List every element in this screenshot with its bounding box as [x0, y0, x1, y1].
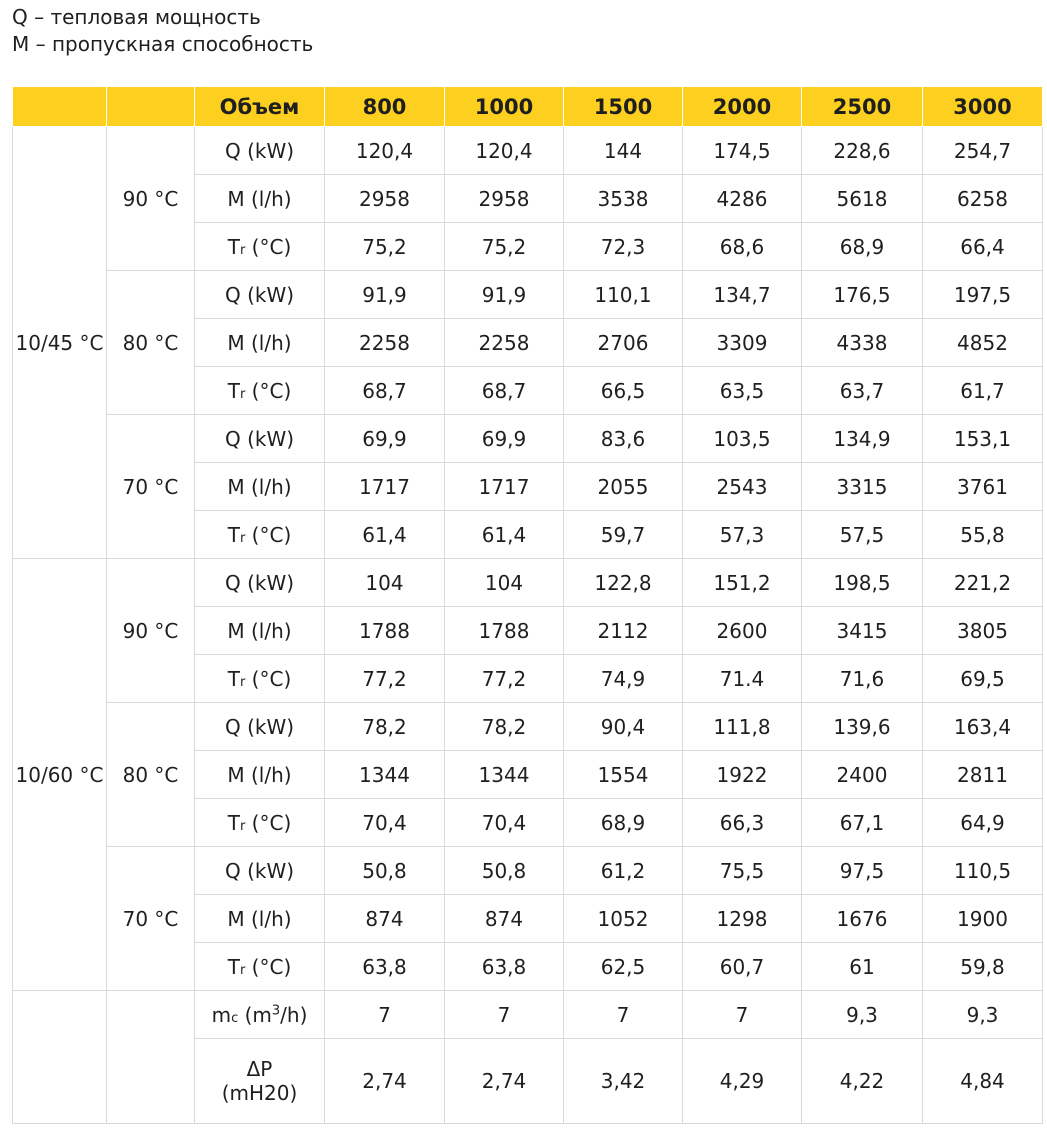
value-cell: 50,8 — [325, 847, 445, 895]
value-cell: 63,5 — [683, 367, 802, 415]
table-row — [13, 991, 1043, 1039]
param-symbol: ΔP — [246, 1057, 273, 1081]
value-cell: 61,4 — [445, 511, 564, 559]
param-unit: (°C) — [245, 666, 292, 691]
value-cell: 55,8 — [923, 511, 1043, 559]
value-cell: 61,2 — [564, 847, 683, 895]
header-empty-2 — [107, 87, 195, 127]
param-label: M (l/h) — [195, 463, 325, 511]
header-volume-label: Объем — [195, 87, 325, 127]
param-label — [195, 991, 325, 1039]
legend-q: Q – тепловая мощность — [12, 5, 261, 29]
value-cell: 77,2 — [445, 655, 564, 703]
value-cell: 66,3 — [683, 799, 802, 847]
value-cell: 71.4 — [683, 655, 802, 703]
value-cell: 2706 — [564, 319, 683, 367]
param-label — [195, 1039, 325, 1124]
value-cell: 70,4 — [445, 799, 564, 847]
value-cell: 144 — [564, 127, 683, 175]
value-cell: 57,3 — [683, 511, 802, 559]
value-cell: 4338 — [802, 319, 923, 367]
value-cell: 104 — [325, 559, 445, 607]
param-unit: (mH20) — [221, 1081, 298, 1105]
value-cell: 7 — [445, 991, 564, 1039]
value-cell: 57,5 — [802, 511, 923, 559]
value-cell: 134,7 — [683, 271, 802, 319]
table-row — [13, 271, 1043, 319]
value-cell: 68,6 — [683, 223, 802, 271]
value-cell: 9,3 — [923, 991, 1043, 1039]
header-row — [13, 87, 1043, 127]
param-label — [195, 655, 325, 703]
param-unit: (°C) — [245, 234, 292, 259]
value-cell: 1676 — [802, 895, 923, 943]
value-cell: 50,8 — [445, 847, 564, 895]
value-cell: 153,1 — [923, 415, 1043, 463]
value-cell: 103,5 — [683, 415, 802, 463]
temperature-label: 70 °C — [107, 415, 195, 559]
table-body — [13, 127, 1043, 1124]
value-cell: 77,2 — [325, 655, 445, 703]
value-cell: 120,4 — [325, 127, 445, 175]
value-cell: 97,5 — [802, 847, 923, 895]
param-unit-end: /h) — [280, 1002, 308, 1027]
value-cell: 63,7 — [802, 367, 923, 415]
value-cell: 1344 — [325, 751, 445, 799]
temperature-label: 80 °C — [107, 703, 195, 847]
legend — [12, 4, 313, 58]
param-label: Q (kW) — [195, 415, 325, 463]
empty-cell — [13, 991, 107, 1124]
value-cell: 151,2 — [683, 559, 802, 607]
group-label: 10/60 °C — [13, 559, 107, 991]
value-cell: 7 — [683, 991, 802, 1039]
param-label: M (l/h) — [195, 895, 325, 943]
value-cell: 104 — [445, 559, 564, 607]
value-cell: 874 — [325, 895, 445, 943]
value-cell: 70,4 — [325, 799, 445, 847]
value-cell: 4,84 — [923, 1039, 1043, 1124]
param-symbol: T — [227, 522, 240, 547]
value-cell: 67,1 — [802, 799, 923, 847]
param-label — [195, 511, 325, 559]
param-subscript: r — [239, 242, 246, 258]
value-cell: 2543 — [683, 463, 802, 511]
param-subscript: r — [239, 818, 246, 834]
param-label — [195, 367, 325, 415]
value-cell: 110,5 — [923, 847, 1043, 895]
value-cell: 874 — [445, 895, 564, 943]
value-cell: 75,2 — [445, 223, 564, 271]
value-cell: 6258 — [923, 175, 1043, 223]
table-row — [13, 127, 1043, 175]
value-cell: 111,8 — [683, 703, 802, 751]
value-cell: 221,2 — [923, 559, 1043, 607]
param-symbol: T — [227, 666, 240, 691]
value-cell: 61,4 — [325, 511, 445, 559]
value-cell: 3538 — [564, 175, 683, 223]
value-cell: 74,9 — [564, 655, 683, 703]
value-cell: 1900 — [923, 895, 1043, 943]
value-cell: 3309 — [683, 319, 802, 367]
value-cell: 75,5 — [683, 847, 802, 895]
value-cell: 176,5 — [802, 271, 923, 319]
param-symbol: m — [211, 1002, 232, 1027]
value-cell: 91,9 — [325, 271, 445, 319]
value-cell: 66,5 — [564, 367, 683, 415]
temperature-label: 70 °C — [107, 847, 195, 991]
value-cell: 62,5 — [564, 943, 683, 991]
param-label: M (l/h) — [195, 319, 325, 367]
param-symbol: T — [227, 234, 240, 259]
value-cell: 110,1 — [564, 271, 683, 319]
value-cell: 4852 — [923, 319, 1043, 367]
value-cell: 2958 — [445, 175, 564, 223]
temperature-label: 90 °C — [107, 127, 195, 271]
value-cell: 64,9 — [923, 799, 1043, 847]
param-label: Q (kW) — [195, 703, 325, 751]
param-label — [195, 943, 325, 991]
param-unit: (°C) — [245, 810, 292, 835]
param-label: Q (kW) — [195, 847, 325, 895]
value-cell: 163,4 — [923, 703, 1043, 751]
header-volume: 2000 — [683, 87, 802, 127]
temperature-label: 80 °C — [107, 271, 195, 415]
value-cell: 3,42 — [564, 1039, 683, 1124]
param-subscript: r — [239, 530, 246, 546]
value-cell: 68,9 — [564, 799, 683, 847]
value-cell: 198,5 — [802, 559, 923, 607]
value-cell: 68,7 — [445, 367, 564, 415]
param-subscript: r — [239, 962, 246, 978]
value-cell: 78,2 — [445, 703, 564, 751]
param-label: Q (kW) — [195, 271, 325, 319]
param-label: M (l/h) — [195, 751, 325, 799]
value-cell: 2258 — [445, 319, 564, 367]
value-cell: 3805 — [923, 607, 1043, 655]
value-cell: 3415 — [802, 607, 923, 655]
value-cell: 120,4 — [445, 127, 564, 175]
value-cell: 68,7 — [325, 367, 445, 415]
value-cell: 174,5 — [683, 127, 802, 175]
value-cell: 7 — [325, 991, 445, 1039]
value-cell: 228,6 — [802, 127, 923, 175]
value-cell: 197,5 — [923, 271, 1043, 319]
value-cell: 60,7 — [683, 943, 802, 991]
param-subscript: c — [231, 1010, 239, 1026]
value-cell: 7 — [564, 991, 683, 1039]
table-row — [13, 847, 1043, 895]
value-cell: 1554 — [564, 751, 683, 799]
value-cell: 59,8 — [923, 943, 1043, 991]
param-superscript: 3 — [271, 1002, 281, 1018]
group-label: 10/45 °C — [13, 127, 107, 559]
param-label: Q (kW) — [195, 127, 325, 175]
param-symbol: T — [227, 378, 240, 403]
table-row — [13, 415, 1043, 463]
value-cell: 1298 — [683, 895, 802, 943]
param-unit: (°C) — [245, 522, 292, 547]
value-cell: 61,7 — [923, 367, 1043, 415]
value-cell: 4286 — [683, 175, 802, 223]
value-cell: 134,9 — [802, 415, 923, 463]
value-cell: 63,8 — [445, 943, 564, 991]
value-cell: 1052 — [564, 895, 683, 943]
value-cell: 68,9 — [802, 223, 923, 271]
value-cell: 69,9 — [325, 415, 445, 463]
value-cell: 2258 — [325, 319, 445, 367]
param-label — [195, 799, 325, 847]
header-volume: 2500 — [802, 87, 923, 127]
table-row — [13, 559, 1043, 607]
value-cell: 4,22 — [802, 1039, 923, 1124]
empty-cell — [107, 991, 195, 1124]
value-cell: 78,2 — [325, 703, 445, 751]
value-cell: 1788 — [325, 607, 445, 655]
value-cell: 1344 — [445, 751, 564, 799]
value-cell: 1788 — [445, 607, 564, 655]
value-cell: 4,29 — [683, 1039, 802, 1124]
value-cell: 61 — [802, 943, 923, 991]
value-cell: 122,8 — [564, 559, 683, 607]
value-cell: 2055 — [564, 463, 683, 511]
param-symbol: T — [227, 954, 240, 979]
header-volume: 800 — [325, 87, 445, 127]
value-cell: 1922 — [683, 751, 802, 799]
value-cell: 72,3 — [564, 223, 683, 271]
param-label — [195, 223, 325, 271]
header-empty-1 — [13, 87, 107, 127]
value-cell: 90,4 — [564, 703, 683, 751]
value-cell: 59,7 — [564, 511, 683, 559]
param-label: M (l/h) — [195, 175, 325, 223]
value-cell: 5618 — [802, 175, 923, 223]
temperature-label: 90 °C — [107, 559, 195, 703]
value-cell: 1717 — [445, 463, 564, 511]
value-cell: 91,9 — [445, 271, 564, 319]
param-unit: (°C) — [245, 378, 292, 403]
header-volume: 3000 — [923, 87, 1043, 127]
value-cell: 2112 — [564, 607, 683, 655]
param-unit: (°C) — [245, 954, 292, 979]
value-cell: 83,6 — [564, 415, 683, 463]
value-cell: 9,3 — [802, 991, 923, 1039]
param-subscript: r — [239, 674, 246, 690]
value-cell: 2811 — [923, 751, 1043, 799]
value-cell: 66,4 — [923, 223, 1043, 271]
value-cell: 71,6 — [802, 655, 923, 703]
value-cell: 2,74 — [445, 1039, 564, 1124]
value-cell: 2600 — [683, 607, 802, 655]
param-symbol: T — [227, 810, 240, 835]
header-volume: 1500 — [564, 87, 683, 127]
table-row — [13, 703, 1043, 751]
param-label: M (l/h) — [195, 607, 325, 655]
param-unit: (m — [238, 1002, 272, 1027]
param-label: Q (kW) — [195, 559, 325, 607]
value-cell: 3315 — [802, 463, 923, 511]
header-volume: 1000 — [445, 87, 564, 127]
value-cell: 2958 — [325, 175, 445, 223]
value-cell: 254,7 — [923, 127, 1043, 175]
value-cell: 3761 — [923, 463, 1043, 511]
value-cell: 139,6 — [802, 703, 923, 751]
value-cell: 2400 — [802, 751, 923, 799]
value-cell: 1717 — [325, 463, 445, 511]
value-cell: 69,5 — [923, 655, 1043, 703]
param-subscript: r — [239, 386, 246, 402]
performance-table — [12, 86, 1043, 1124]
value-cell: 63,8 — [325, 943, 445, 991]
value-cell: 2,74 — [325, 1039, 445, 1124]
value-cell: 75,2 — [325, 223, 445, 271]
legend-m: M – пропускная способность — [12, 32, 314, 56]
value-cell: 69,9 — [445, 415, 564, 463]
